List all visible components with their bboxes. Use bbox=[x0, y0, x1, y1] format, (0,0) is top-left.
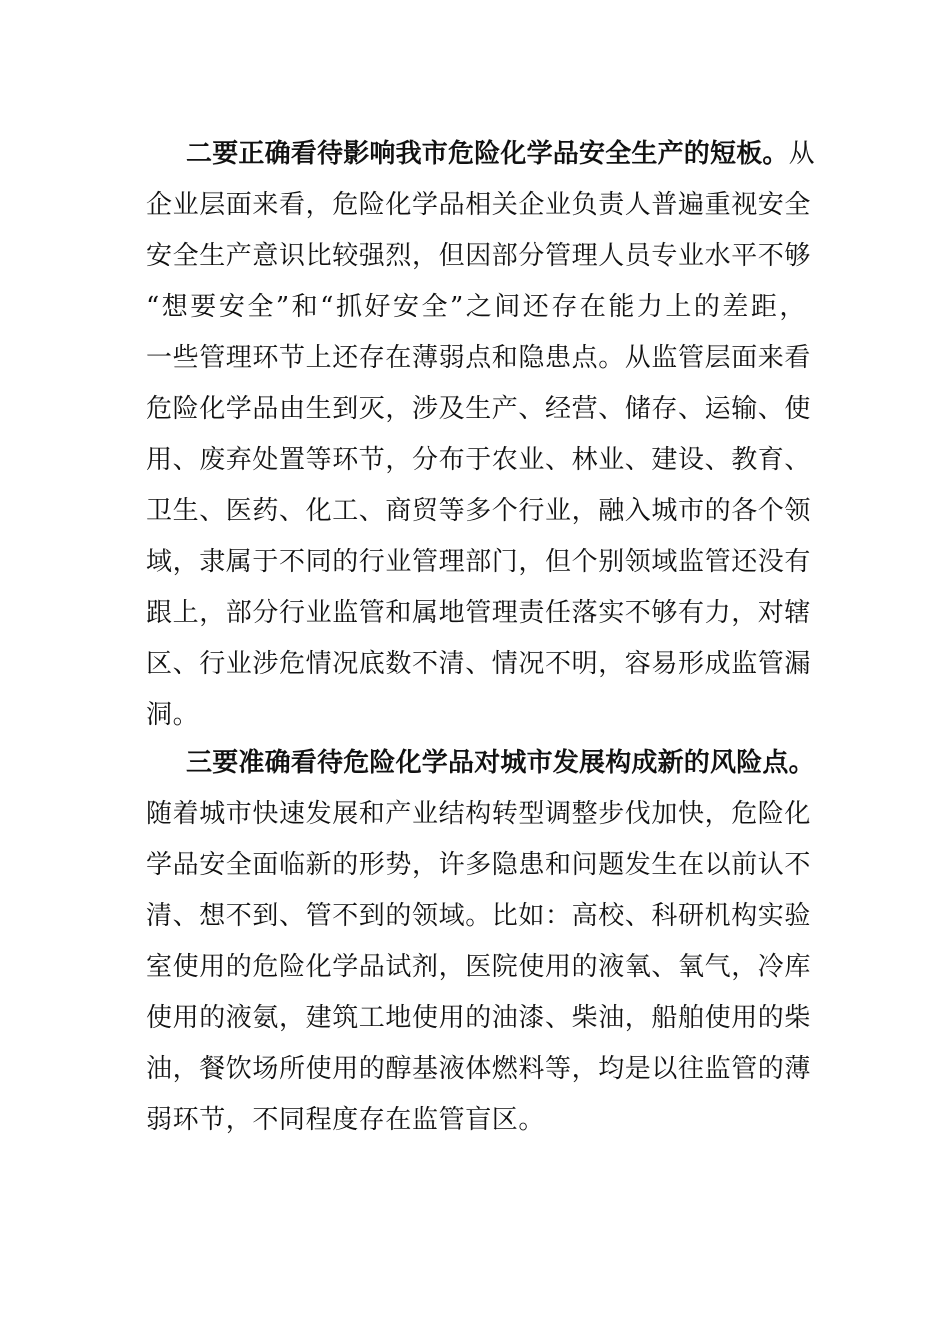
paragraph-line: 随着城市快速发展和产业结构转型调整步伐加快，危险化 bbox=[146, 799, 812, 829]
paragraph-line bbox=[146, 738, 815, 789]
paragraph-line: 弱环节，不同程度存在监管盲区。 bbox=[146, 1105, 546, 1135]
line-text: 从 bbox=[788, 139, 816, 169]
paragraph-line: 危险化学品由生到灭，涉及生产、经营、储存、运输、使 bbox=[146, 394, 812, 424]
paragraph-line: 企业层面来看，危险化学品相关企业负责人普遍重视安全 bbox=[146, 190, 812, 220]
paragraph-new-risks bbox=[146, 738, 815, 1146]
paragraph-line: 学品安全面临新的形势，许多隐患和问题发生在以前认不 bbox=[146, 850, 812, 880]
paragraph-line: 卫生、医药、化工、商贸等多个行业，融入城市的各个领 bbox=[146, 496, 812, 526]
paragraph-line: 清、想不到、管不到的领域。比如：高校、科研机构实验 bbox=[146, 901, 812, 931]
paragraph-heading: 三要准确看待危险化学品对城市发展构成新的风险点。 bbox=[186, 748, 815, 778]
paragraph-line: “想要安全”和“抓好安全”之间还存在能力上的差距， bbox=[146, 292, 806, 322]
paragraph-line: 区、行业涉危情况底数不清、情况不明，容易形成监管漏 bbox=[146, 649, 812, 679]
paragraph-line: 使用的液氨，建筑工地使用的油漆、柴油，船舶使用的柴 bbox=[146, 1003, 812, 1033]
paragraph-heading: 二要正确看待影响我市危险化学品安全生产的短板。 bbox=[186, 139, 789, 169]
paragraph-line bbox=[146, 129, 816, 180]
paragraph-line: 一些管理环节上还存在薄弱点和隐患点。从监管层面来看 bbox=[146, 343, 812, 373]
paragraph-line: 跟上，部分行业监管和属地管理责任落实不够有力，对辖 bbox=[146, 598, 812, 628]
paragraph-line: 油，餐饮场所使用的醇基液体燃料等，均是以往监管的薄 bbox=[146, 1054, 812, 1084]
paragraph-shortcomings bbox=[146, 129, 816, 741]
paragraph-line: 室使用的危险化学品试剂，医院使用的液氧、氧气，冷库 bbox=[146, 952, 812, 982]
paragraph-line: 安全生产意识比较强烈，但因部分管理人员专业水平不够 bbox=[146, 241, 812, 271]
paragraph-line: 洞。 bbox=[146, 700, 200, 730]
paragraph-line: 域，隶属于不同的行业管理部门，但个别领域监管还没有 bbox=[146, 547, 812, 577]
paragraph-line: 用、废弃处置等环节，分布于农业、林业、建设、教育、 bbox=[146, 445, 812, 475]
